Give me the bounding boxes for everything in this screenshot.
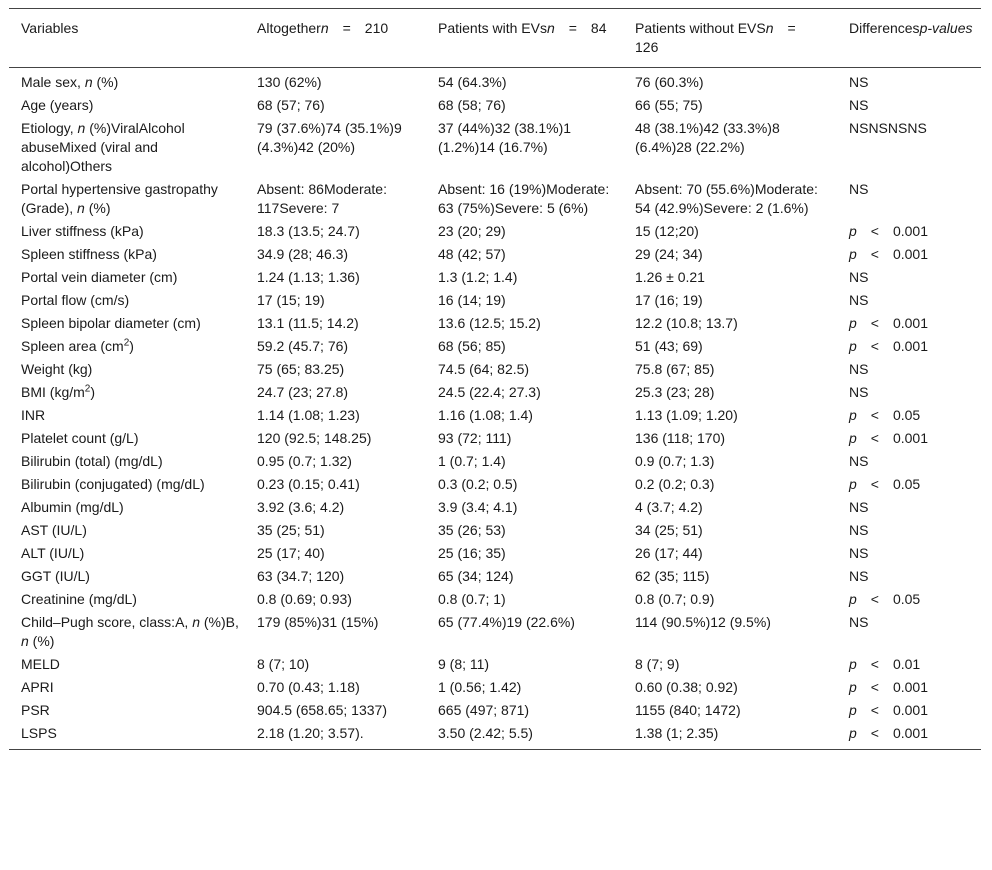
table-row	[9, 312, 981, 335]
p-value-cell: NS	[849, 74, 869, 90]
variable-cell: Weight (kg)	[21, 361, 93, 377]
variable-cell: INR	[21, 407, 46, 423]
table-row	[9, 450, 981, 473]
table-row	[9, 94, 981, 117]
p-value-cell: p < 0.001	[849, 338, 929, 354]
p-value-cell: p < 0.001	[849, 725, 929, 741]
altogether-cell: 25 (17; 40)	[257, 545, 325, 561]
altogether-cell: 120 (92.5; 148.25)	[257, 430, 372, 446]
with-evs-cell: 1 (0.56; 1.42)	[438, 679, 522, 695]
without-evs-cell: 0.2 (0.2; 0.3)	[635, 476, 715, 492]
without-evs-cell: 66 (55; 75)	[635, 97, 703, 113]
altogether-cell: 18.3 (13.5; 24.7)	[257, 223, 360, 239]
p-value-cell: p < 0.05	[849, 476, 921, 492]
table-row	[9, 68, 981, 95]
table-body	[9, 68, 981, 750]
table-row	[9, 542, 981, 565]
without-evs-cell: 15 (12;20)	[635, 223, 699, 239]
altogether-cell: 75 (65; 83.25)	[257, 361, 345, 377]
variable-cell: PSR	[21, 702, 50, 718]
altogether-cell: 13.1 (11.5; 14.2)	[257, 315, 359, 331]
table-row	[9, 699, 981, 722]
without-evs-cell: 1155 (840; 1472)	[635, 702, 741, 718]
with-evs-cell: 93 (72; 111)	[438, 430, 512, 446]
table-row	[9, 611, 981, 653]
altogether-cell: 63 (34.7; 120)	[257, 568, 345, 584]
with-evs-cell: 68 (58; 76)	[438, 97, 506, 113]
patient-characteristics-table	[9, 8, 981, 750]
header-with-evs: Patients with EVsn = 84	[438, 20, 607, 36]
with-evs-cell: 25 (16; 35)	[438, 545, 506, 561]
with-evs-cell: 35 (26; 53)	[438, 522, 506, 538]
without-evs-cell: 0.60 (0.38; 0.92)	[635, 679, 738, 695]
altogether-cell: 0.70 (0.43; 1.18)	[257, 679, 360, 695]
without-evs-cell: 34 (25; 51)	[635, 522, 703, 538]
with-evs-cell: 37 (44%)32 (38.1%)1 (1.2%)14 (16.7%)	[438, 120, 572, 155]
variable-cell: Bilirubin (conjugated) (mg/dL)	[21, 476, 205, 492]
without-evs-cell: 1.26 ± 0.21	[635, 269, 705, 285]
with-evs-cell: 65 (77.4%)19 (22.6%)	[438, 614, 575, 630]
p-value-cell: p < 0.001	[849, 702, 929, 718]
with-evs-cell: Absent: 16 (19%)Moderate: 63 (75%)Severe: 5 (6%)	[438, 181, 610, 216]
p-value-cell: NS	[849, 453, 869, 469]
table-row	[9, 588, 981, 611]
altogether-cell: Absent: 86Moderate: 117Severe: 7	[257, 181, 387, 216]
table-header	[9, 9, 981, 68]
header-without-evs: Patients without EVSn = 126	[635, 20, 810, 55]
variable-cell: Portal vein diameter (cm)	[21, 269, 178, 285]
altogether-cell: 68 (57; 76)	[257, 97, 325, 113]
header-differences: Differencesp-values	[849, 20, 973, 36]
with-evs-cell: 3.9 (3.4; 4.1)	[438, 499, 518, 515]
p-value-cell: NS	[849, 361, 869, 377]
with-evs-cell: 1.3 (1.2; 1.4)	[438, 269, 518, 285]
with-evs-cell: 3.50 (2.42; 5.5)	[438, 725, 533, 741]
without-evs-cell: 76 (60.3%)	[635, 74, 704, 90]
p-value-cell: p < 0.001	[849, 679, 929, 695]
table-row	[9, 676, 981, 699]
altogether-cell: 3.92 (3.6; 4.2)	[257, 499, 345, 515]
without-evs-cell: 0.9 (0.7; 1.3)	[635, 453, 715, 469]
variable-cell: MELD	[21, 656, 60, 672]
table-row	[9, 220, 981, 243]
table-row	[9, 358, 981, 381]
altogether-cell: 1.24 (1.13; 1.36)	[257, 269, 360, 285]
p-value-cell: p < 0.001	[849, 315, 929, 331]
variable-cell: ALT (IU/L)	[21, 545, 85, 561]
table-row	[9, 266, 981, 289]
altogether-cell: 24.7 (23; 27.8)	[257, 384, 349, 400]
altogether-cell: 34.9 (28; 46.3)	[257, 246, 349, 262]
variable-cell: Creatinine (mg/dL)	[21, 591, 137, 607]
with-evs-cell: 48 (42; 57)	[438, 246, 506, 262]
without-evs-cell: Absent: 70 (55.6%)Moderate: 54 (42.9%)Severe: 2 (1.6%)	[635, 181, 818, 216]
without-evs-cell: 48 (38.1%)42 (33.3%)8 (6.4%)28 (22.2%)	[635, 120, 780, 155]
variable-cell: APRI	[21, 679, 54, 695]
variable-cell: Bilirubin (total) (mg/dL)	[21, 453, 163, 469]
p-value-cell: p < 0.05	[849, 407, 921, 423]
p-value-cell: NS	[849, 499, 869, 515]
data-table-container	[9, 8, 981, 750]
with-evs-cell: 23 (20; 29)	[438, 223, 506, 239]
without-evs-cell: 51 (43; 69)	[635, 338, 703, 354]
without-evs-cell: 1.38 (1; 2.35)	[635, 725, 719, 741]
p-value-cell: NS	[849, 545, 869, 561]
variable-cell: Portal flow (cm/s)	[21, 292, 130, 308]
p-value-cell: NSNSNSNS	[849, 120, 927, 136]
table-row	[9, 335, 981, 358]
with-evs-cell: 9 (8; 11)	[438, 656, 490, 672]
p-value-cell: NS	[849, 97, 869, 113]
p-value-cell: p < 0.001	[849, 246, 929, 262]
altogether-cell: 179 (85%)31 (15%)	[257, 614, 379, 630]
variable-cell: Child–Pugh score, class:A, n (%)B, n (%)	[21, 614, 239, 649]
p-value-cell: NS	[849, 568, 869, 584]
without-evs-cell: 136 (118; 170)	[635, 430, 726, 446]
p-value-cell: p < 0.05	[849, 591, 921, 607]
without-evs-cell: 26 (17; 44)	[635, 545, 703, 561]
altogether-cell: 130 (62%)	[257, 74, 322, 90]
variable-cell: Etiology, n (%)ViralAlcohol abuseMixed (viral and alcohol)Others	[21, 120, 185, 174]
variable-cell: Male sex, n (%)	[21, 74, 119, 90]
p-value-cell: NS	[849, 614, 869, 630]
p-value-cell: p < 0.001	[849, 430, 929, 446]
header-altogether: Altogethern = 210	[257, 20, 389, 36]
altogether-cell: 8 (7; 10)	[257, 656, 310, 672]
with-evs-cell: 1 (0.7; 1.4)	[438, 453, 506, 469]
variable-cell: Spleen stiffness (kPa)	[21, 246, 157, 262]
p-value-cell: NS	[849, 522, 869, 538]
altogether-cell: 17 (15; 19)	[257, 292, 325, 308]
variable-cell: GGT (IU/L)	[21, 568, 90, 584]
altogether-cell: 0.95 (0.7; 1.32)	[257, 453, 352, 469]
variable-cell: BMI $(kg/m^2)$	[21, 383, 96, 400]
table-row	[9, 496, 981, 519]
with-evs-cell: 0.8 (0.7; 1)	[438, 591, 506, 607]
with-evs-cell: 665 (497; 871)	[438, 702, 530, 718]
without-evs-cell: 17 (16; 19)	[635, 292, 703, 308]
header-variables: Variables	[21, 20, 79, 36]
p-value-cell: p < 0.001	[849, 223, 929, 239]
without-evs-cell: 25.3 (23; 28)	[635, 384, 715, 400]
with-evs-cell: 24.5 (22.4; 27.3)	[438, 384, 541, 400]
table-row	[9, 722, 981, 750]
with-evs-cell: 65 (34; 124)	[438, 568, 514, 584]
altogether-cell: 2.18 (1.20; 3.57).	[257, 725, 364, 741]
table-row	[9, 117, 981, 178]
header-row	[9, 9, 981, 68]
altogether-cell: 35 (25; 51)	[257, 522, 325, 538]
without-evs-cell: 29 (24; 34)	[635, 246, 703, 262]
with-evs-cell: 13.6 (12.5; 15.2)	[438, 315, 541, 331]
variable-cell: Liver stiffness (kPa)	[21, 223, 144, 239]
without-evs-cell: 1.13 (1.09; 1.20)	[635, 407, 738, 423]
with-evs-cell: 74.5 (64; 82.5)	[438, 361, 530, 377]
with-evs-cell: 54 (64.3%)	[438, 74, 507, 90]
p-value-cell: NS	[849, 292, 869, 308]
variable-cell: Platelet count (g/L)	[21, 430, 139, 446]
with-evs-cell: 1.16 (1.08; 1.4)	[438, 407, 533, 423]
without-evs-cell: 75.8 (67; 85)	[635, 361, 715, 377]
table-row	[9, 381, 981, 404]
without-evs-cell: 114 (90.5%)12 (9.5%)	[635, 614, 771, 630]
table-row	[9, 519, 981, 542]
without-evs-cell: 4 (3.7; 4.2)	[635, 499, 703, 515]
altogether-cell: 59.2 (45.7; 76)	[257, 338, 349, 354]
variable-cell: LSPS	[21, 725, 57, 741]
p-value-cell: p < 0.01	[849, 656, 921, 672]
table-row	[9, 178, 981, 220]
variable-cell: Age (years)	[21, 97, 94, 113]
altogether-cell: 1.14 (1.08; 1.23)	[257, 407, 360, 423]
without-evs-cell: 8 (7; 9)	[635, 656, 680, 672]
table-row	[9, 473, 981, 496]
p-value-cell: NS	[849, 269, 869, 285]
altogether-cell: 0.23 (0.15; 0.41)	[257, 476, 360, 492]
without-evs-cell: 0.8 (0.7; 0.9)	[635, 591, 715, 607]
altogether-cell: 79 (37.6%)74 (35.1%)9 (4.3%)42 (20%)	[257, 120, 402, 155]
table-row	[9, 243, 981, 266]
altogether-cell: 904.5 (658.65; 1337)	[257, 702, 387, 718]
with-evs-cell: 68 (56; 85)	[438, 338, 506, 354]
p-value-cell: NS	[849, 181, 869, 197]
table-row	[9, 289, 981, 312]
variable-cell: Albumin (mg/dL)	[21, 499, 124, 515]
with-evs-cell: 0.3 (0.2; 0.5)	[438, 476, 518, 492]
with-evs-cell: 16 (14; 19)	[438, 292, 506, 308]
variable-cell: Portal hypertensive gastropathy (Grade), n (%)	[21, 181, 218, 216]
table-row	[9, 653, 981, 676]
table-row	[9, 404, 981, 427]
table-row	[9, 565, 981, 588]
altogether-cell: 0.8 (0.69; 0.93)	[257, 591, 352, 607]
variable-cell: Spleen bipolar diameter (cm)	[21, 315, 201, 331]
without-evs-cell: 12.2 (10.8; 13.7)	[635, 315, 738, 331]
without-evs-cell: 62 (35; 115)	[635, 568, 710, 584]
p-value-cell: NS	[849, 384, 869, 400]
variable-cell: AST (IU/L)	[21, 522, 87, 538]
variable-cell: Spleen area $(cm^2)$	[21, 337, 134, 354]
table-row	[9, 427, 981, 450]
